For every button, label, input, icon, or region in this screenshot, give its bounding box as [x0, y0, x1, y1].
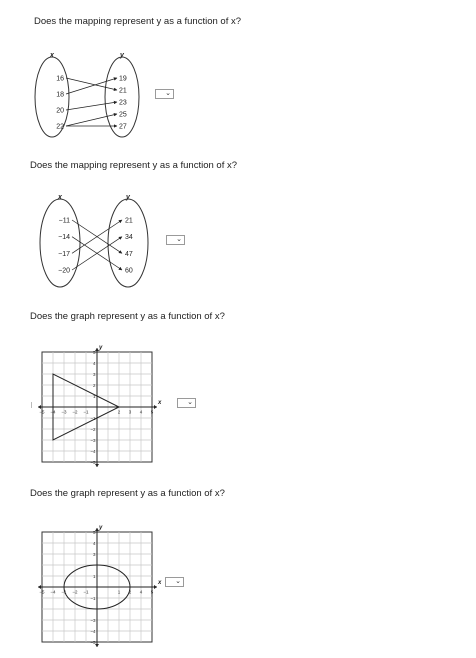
x-tick-label: 3: [128, 409, 132, 415]
range-value: 23: [119, 99, 127, 107]
answer-dropdown-3[interactable]: [177, 398, 196, 408]
question-1-text: Does the mapping represent y as a function of x?: [34, 16, 242, 27]
x-axis-arrow: [38, 405, 41, 409]
y-axis-label: y: [99, 345, 103, 351]
answer-dropdown-2[interactable]: [166, 235, 185, 245]
y-tick-label: 3: [92, 371, 96, 377]
x-tick-label: 2: [128, 589, 132, 595]
chevron-down-icon: ⌄: [175, 578, 181, 585]
chevron-down-icon: ⌄: [176, 236, 182, 243]
y-tick-label: 5: [92, 529, 96, 535]
x-tick-label: −2: [72, 409, 78, 415]
domain-value: 16: [56, 75, 64, 83]
x-tick-label: 4: [139, 409, 143, 415]
y-tick-label: 1: [92, 573, 96, 579]
x-tick-label: 5: [150, 589, 154, 595]
y-tick-label: 2: [92, 382, 96, 388]
x-tick-label: 2: [117, 409, 121, 415]
x-tick-label: −4: [50, 589, 56, 595]
chevron-down-icon: ⌄: [165, 90, 171, 97]
y-tick-label: −4: [90, 628, 96, 634]
x-tick-label: 1: [117, 589, 121, 595]
x-tick-label: −4: [50, 409, 56, 415]
x-axis-arrow: [154, 405, 157, 409]
range-value: 19: [119, 75, 127, 83]
range-value: 27: [119, 123, 127, 131]
range-value: 34: [125, 234, 133, 242]
y-tick-label: −4: [90, 448, 96, 454]
x-tick-label: −1: [83, 589, 89, 595]
y-tick-label: −5: [90, 459, 96, 465]
range-value: 21: [119, 87, 127, 95]
mapping-arrow: [66, 78, 117, 94]
y-tick-label: −3: [90, 437, 96, 443]
x-tick-label: 5: [150, 409, 154, 415]
y-tick-label: −5: [90, 639, 96, 645]
coordinate-graph-1: [34, 344, 166, 468]
coordinate-graph-2: [34, 524, 166, 648]
y-tick-label: 4: [92, 360, 96, 366]
x-tick-label: −1: [83, 409, 89, 415]
x-header: x: [50, 52, 54, 59]
x-header: x: [58, 194, 62, 201]
range-value: 60: [125, 267, 133, 275]
x-tick-label: −1: [61, 589, 67, 595]
domain-value: −20: [58, 267, 70, 275]
y-tick-label: −1: [90, 415, 96, 421]
domain-value: 20: [56, 107, 64, 115]
mapping-diagram-1: [30, 48, 160, 140]
y-tick-label: 1: [92, 393, 96, 399]
domain-value: −14: [58, 234, 70, 242]
y-tick-label: −3: [90, 617, 96, 623]
y-tick-label: 3: [92, 551, 96, 557]
y-tick-label: −1: [90, 595, 96, 601]
y-tick-label: 4: [92, 540, 96, 546]
mapping-arrow: [66, 102, 117, 110]
domain-value: −11: [58, 217, 70, 225]
x-axis-label: x: [158, 580, 162, 586]
y-tick-label: 5: [92, 349, 96, 355]
x-tick-label: −3: [61, 409, 67, 415]
x-tick-label: −5: [39, 589, 45, 595]
x-tick-label: −2: [72, 589, 78, 595]
domain-value: 22: [56, 123, 64, 131]
range-value: 25: [119, 111, 127, 119]
range-value: 21: [125, 217, 133, 225]
answer-dropdown-1[interactable]: [155, 89, 174, 99]
x-tick-label: −5: [39, 409, 45, 415]
question-4-text: Does the graph represent y as a function of x?: [30, 488, 225, 499]
x-tick-label: 4: [139, 589, 143, 595]
domain-value: −17: [58, 250, 70, 258]
range-value: 47: [125, 250, 133, 258]
domain-value: 18: [56, 91, 64, 99]
x-axis-label: x: [158, 400, 162, 406]
question-3-text: Does the graph represent y as a function of x?: [30, 311, 225, 322]
y-header: y: [126, 194, 130, 201]
y-axis-label: y: [99, 525, 103, 531]
y-axis-arrow: [95, 644, 99, 647]
mapping-arrow: [66, 78, 117, 90]
chevron-down-icon: ⌄: [187, 399, 193, 406]
question-2-text: Does the mapping represent y as a function of x?: [30, 160, 238, 171]
y-axis-arrow: [95, 464, 99, 467]
y-header: y: [120, 52, 124, 59]
mapping-diagram-2: [30, 190, 170, 290]
y-tick-label: −2: [90, 426, 96, 432]
x-axis-arrow: [38, 585, 41, 589]
decorative-tick: [31, 402, 32, 408]
answer-dropdown-4[interactable]: [165, 577, 184, 587]
x-axis-arrow: [154, 585, 157, 589]
